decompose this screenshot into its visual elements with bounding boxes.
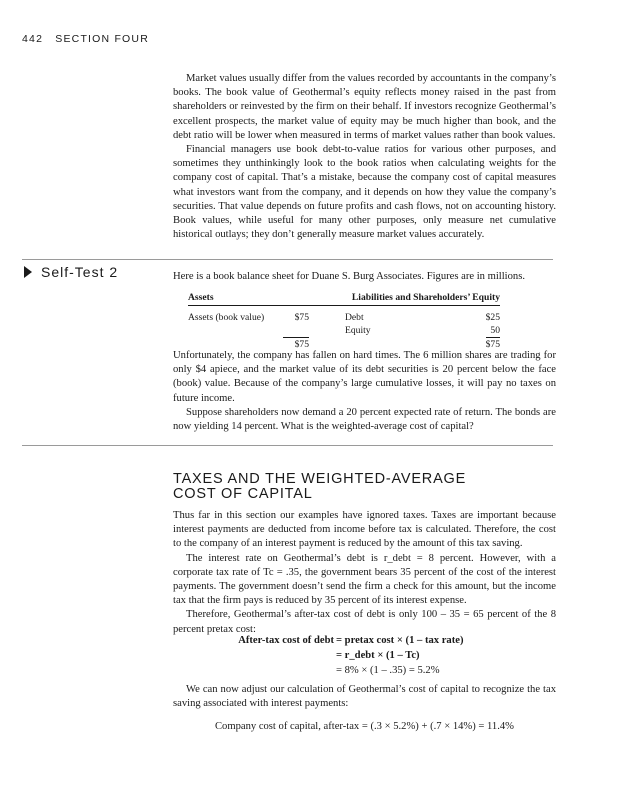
table-row — [188, 324, 500, 337]
cell-asset-value: $75 — [294, 312, 309, 323]
company-cost-equation: Company cost of capital, after-tax = (.3 × 5.2%) + (.7 × 14%) = 11.4% — [214, 721, 515, 732]
equation-line-1: = pretax cost × (1 – tax rate) — [336, 635, 464, 646]
equation-line-2: = r_debt × (1 – Tc) — [336, 650, 420, 661]
after-equation-text — [173, 683, 556, 711]
self-test-question — [173, 349, 556, 434]
after-tax-cost-equation — [173, 633, 556, 678]
self-test-label — [24, 264, 118, 280]
triangle-marker-icon — [24, 266, 32, 278]
equation-lhs: After-tax cost of debt — [238, 635, 334, 646]
taxes-body-text — [173, 509, 556, 637]
cell-liability-value: 50 — [490, 325, 500, 336]
balance-sheet-table — [188, 291, 500, 350]
cell-liability-value: $25 — [485, 312, 500, 323]
self-test-paragraph-2: Suppose shareholders now demand a 20 percent expected rate of return. The bonds are now yielding 14 percent. What is the weighted-average cost of capital? — [173, 406, 556, 433]
self-test-bottom-rule — [22, 445, 553, 446]
section-label: SECTION FOUR — [55, 33, 149, 45]
equation-line-3: = 8% × (1 – .35) = 5.2% — [336, 665, 440, 676]
self-test-lead-text: Here is a book balance sheet for Duane S. Burg Associates. Figures are in millions. — [173, 271, 525, 282]
header-liabilities: Liabilities and Shareholders’ Equity — [351, 292, 500, 303]
section-heading-line-2: COST OF CAPITAL — [173, 486, 313, 502]
taxes-paragraph-1: Thus far in this section our examples have ignored taxes. Taxes are important because interest payments are deducted from income before tax is calculated. Therefore, the cost to the company of an interest payment is reduced by the amount of this tax saving. — [173, 510, 556, 550]
self-test-label-text: Self-Test 2 — [41, 264, 119, 280]
section-heading — [173, 472, 466, 502]
running-head — [22, 33, 157, 45]
intro-paragraph-2: Financial managers use book debt-to-value ratios for various other purposes, and sometimes they unthinkingly look to the book ratios when calculating weights for the company cost of capital. That’s a mistake, because the company cost of capital measures what investors want from the company, and it depends on how they value the company’s securities. That value depends on future profits and cash flows, not on accounting history. Book values, while useful for many other purposes, only measure net cumulative historical outlays; they don’t generally measure market values accurately. — [173, 144, 556, 241]
cell-liability-label: Debt — [345, 312, 364, 323]
taxes-paragraph-2: The interest rate on Geothermal’s debt is r_debt = 8 percent. However, with a corporate tax rate of Tc = .35, the government bears 35 percent of the cost of the interest payments. The government doesn’t send the firm a check for this amount, but the income tax that the firm pays is reduced by 35 percent of its interest expense. — [173, 552, 556, 607]
self-test-lead — [173, 270, 556, 284]
header-assets: Assets — [188, 292, 214, 303]
intro-text — [173, 72, 556, 242]
balance-sheet-header — [188, 291, 500, 306]
self-test-paragraph-1: Unfortunately, the company has fallen on hard times. The 6 million shares are trading for only $4 apiece, and the market value of its debt securities is 20 percent below the face (book) value. Because of the company’s large cumulative losses, it will pay no taxes on future income. — [173, 350, 556, 404]
cell-asset-label: Assets (book value) — [188, 312, 265, 323]
total-liabilities: $75 — [485, 339, 500, 350]
section-heading-line-1: TAXES AND THE WEIGHTED-AVERAGE — [173, 471, 467, 487]
total-assets: $75 — [283, 337, 309, 351]
intro-paragraph-1: Market values usually differ from the values recorded by accountants in the company’s books. The book value of Geothermal’s equity reflects money raised in the past from shareholders or reinvested by the firm on their behalf. If investors recognize Geothermal’s excellent prospects, the market value of equity may be much higher than book, and the debt ratio will be lower when measured in terms of market values rather than book values. — [173, 73, 556, 141]
table-row — [188, 311, 500, 324]
after-equation-paragraph: We can now adjust our calculation of Geothermal’s cost of capital to recognize the tax saving associated with interest payments: — [173, 684, 556, 710]
cell-liability-label: Equity — [345, 325, 371, 336]
taxes-paragraph-3: Therefore, Geothermal’s after-tax cost of debt is only 100 – 35 = 65 percent of the 8 percent pretax cost: — [173, 609, 556, 635]
page-number: 442 — [22, 33, 44, 45]
self-test-top-rule — [22, 259, 553, 260]
